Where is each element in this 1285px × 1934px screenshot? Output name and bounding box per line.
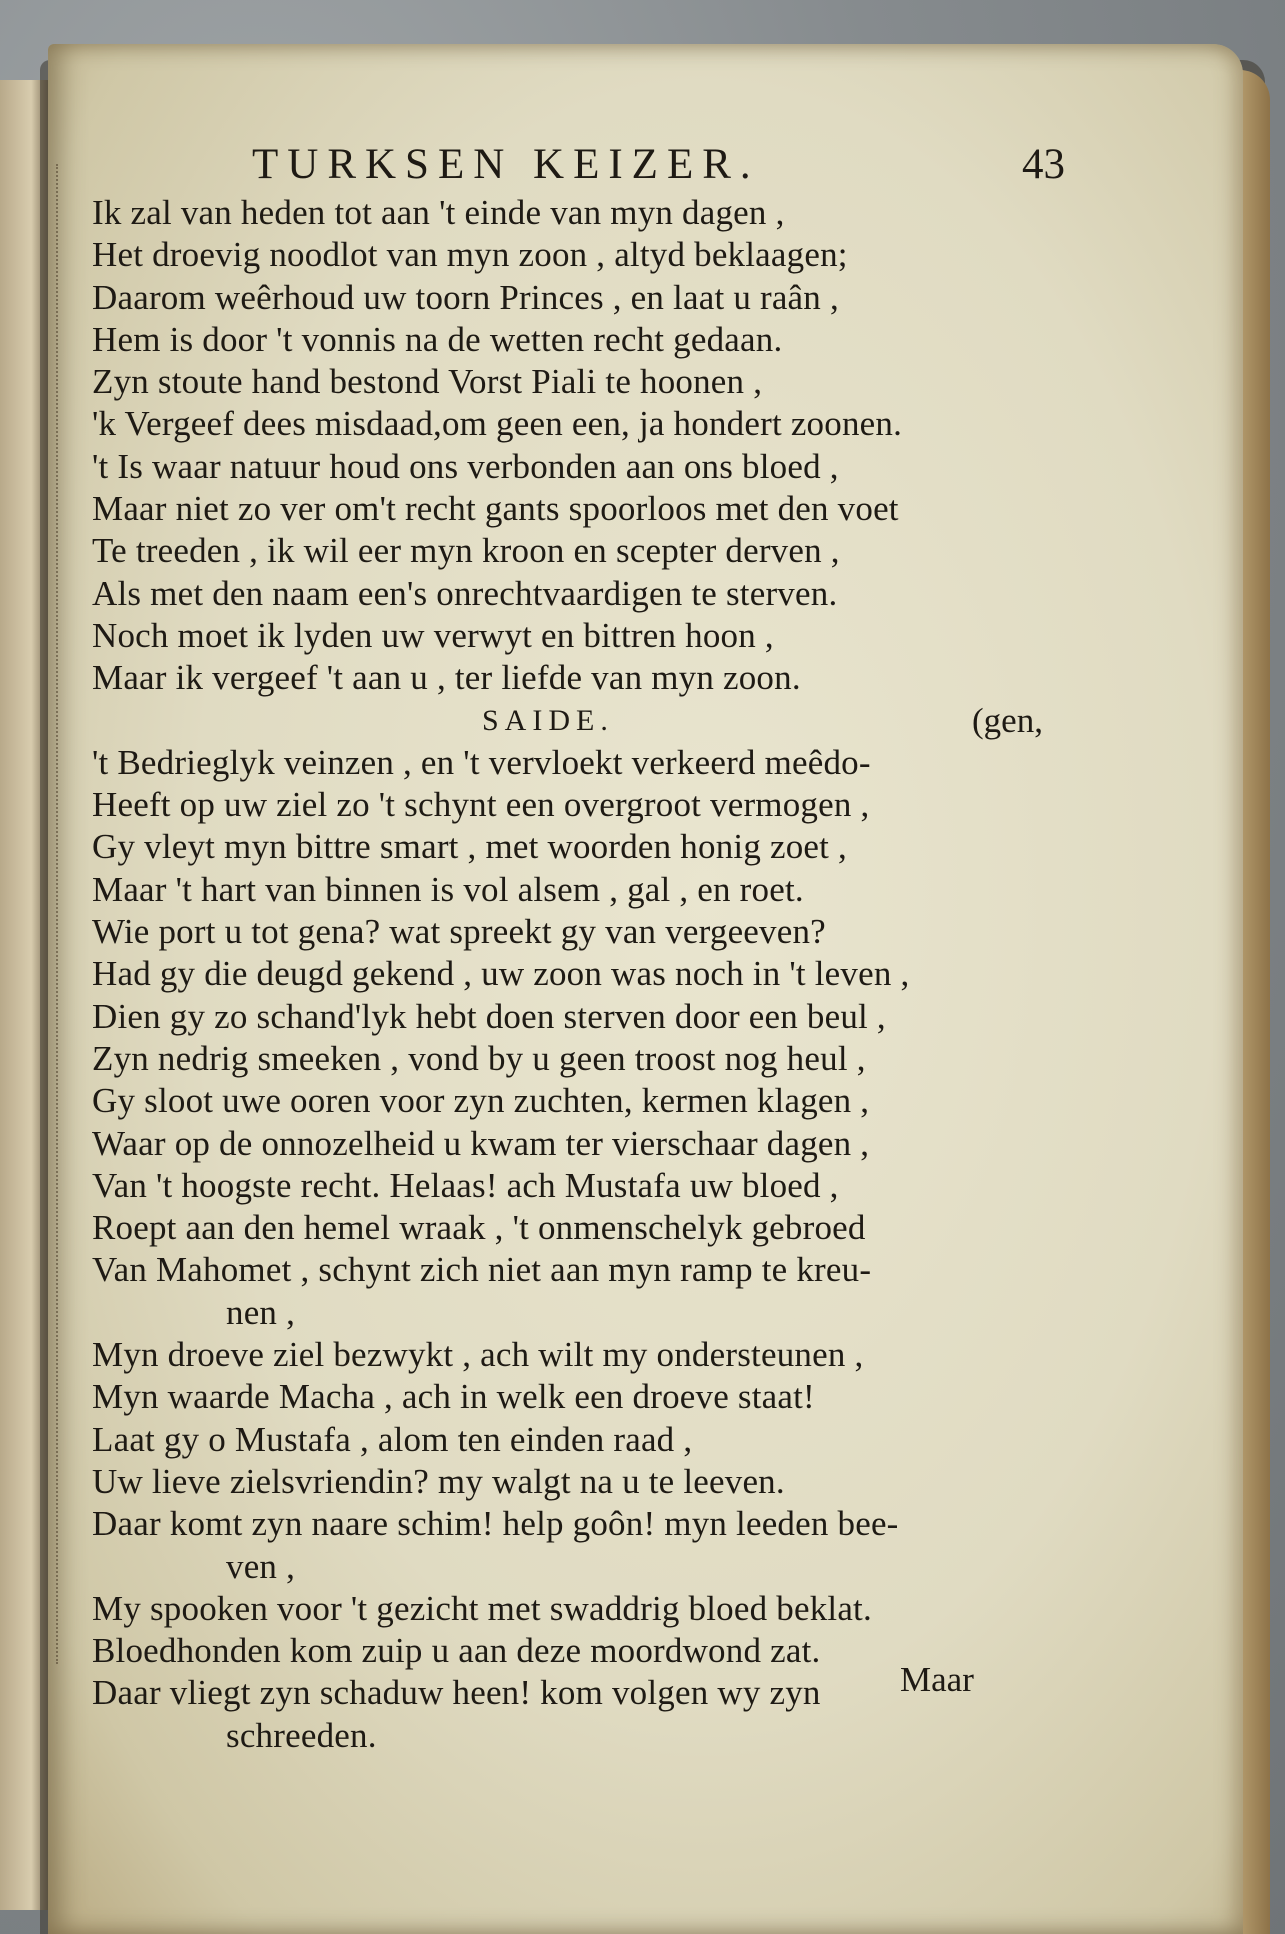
verse-line: Hem is door 't vonnis na de wetten recht gedaan. — [92, 319, 783, 359]
page-number: 43 — [1022, 141, 1065, 188]
verse-line: Ik zal van heden tot aan 't einde van myn dagen , — [92, 193, 785, 232]
verse-line: Uw lieve zielsvriendin? my walgt na u te leeven. — [92, 1461, 785, 1501]
verse-line: Gy vleyt myn bittre smart , met woorden honig zoet , — [92, 827, 847, 867]
verse-line-turnover: nen , — [226, 1292, 296, 1332]
verse-line-turnover: schreeden. — [226, 1715, 377, 1755]
verse-line: Te treeden , ik wil eer myn kroon en scepter derven , — [92, 531, 840, 571]
verse-line: My spooken voor 't gezicht met swaddrig bloed beklat. — [92, 1588, 872, 1628]
verse-line: 't Is waar natuur houd ons verbonden aan ons bloed , — [92, 446, 839, 486]
verse-line: Heeft op uw ziel zo 't schynt een overgroot vermogen , — [92, 785, 870, 825]
verse-line: Myn waarde Macha , ach in welk een droeve staat! — [92, 1377, 815, 1417]
verse-line: Laat gy o Mustafa , alom ten einden raad , — [92, 1419, 693, 1459]
verse-line: Daar vliegt zyn schaduw heen! kom volgen wy zyn — [92, 1673, 821, 1713]
verse-line-turnover: ven , — [226, 1546, 296, 1586]
verse-line: Van 't hoogste recht. Helaas! ach Mustafa uw bloed , — [92, 1165, 839, 1205]
verse-line: Maar niet zo ver om't recht gants spoorloos met den voet — [92, 489, 899, 529]
verse-block-after — [92, 742, 1102, 1757]
verse-line: Van Mahomet , schynt zich niet aan myn ramp te kreu- — [92, 1250, 872, 1290]
speaker-row — [92, 700, 1102, 742]
verse-line: 'k Vergeef dees misdaad,om geen een, ja hondert zoonen. — [92, 404, 903, 444]
speaker-name: SAIDE. — [482, 703, 614, 737]
catchword: Maar — [900, 1660, 974, 1699]
verse-line: Bloedhonden kom zuip u aan deze moordwond zat. — [92, 1631, 821, 1671]
verse-line: Zyn stoute hand bestond Vorst Piali te hoonen , — [92, 362, 763, 402]
running-title: TURKSEN KEIZER. — [252, 141, 760, 188]
verse-line: Zyn nedrig smeeken , vond by u geen troost nog heul , — [92, 1038, 866, 1078]
carried-word-fragment: (gen, — [972, 700, 1043, 740]
verse-line: Daarom weêrhoud uw toorn Princes , en laat u raân , — [92, 277, 839, 317]
verse-line: Daar komt zyn naare schim! help goôn! myn leeden bee- — [92, 1504, 899, 1544]
verse-line: Als met den naam een's onrechtvaardigen te sterven. — [92, 573, 838, 613]
verse-line: Dien gy zo schand'lyk hebt doen sterven door een beul , — [92, 996, 886, 1036]
verse-line: Waar op de onnozelheid u kwam ter vierschaar dagen , — [92, 1123, 870, 1163]
verse-line: Gy sloot uwe ooren voor zyn zuchten, kermen klagen , — [92, 1081, 870, 1121]
verse-line: Myn droeve ziel bezwykt , ach wilt my ondersteunen , — [92, 1335, 864, 1375]
verse-line: Het droevig noodlot van myn zoon , altyd beklaagen; — [92, 235, 848, 275]
verse-line: Maar 't hart van binnen is vol alsem , gal , en roet. — [92, 869, 804, 909]
gutter-stitching — [56, 164, 68, 1664]
verse-line: Roept aan den hemel wraak , 't onmenschelyk gebroed — [92, 1208, 866, 1248]
verse-line: 't Bedrieglyk veinzen , en 't vervloekt verkeerd meêdo- — [92, 742, 871, 782]
verse-line: Had gy die deugd gekend , uw zoon was noch in 't leven , — [92, 954, 910, 994]
page-text — [92, 120, 1102, 1757]
page-header — [92, 120, 1102, 192]
verse-line: Maar ik vergeef 't aan u , ter liefde van myn zoon. — [92, 658, 801, 698]
verse-line: Noch moet ik lyden uw verwyt en bittren hoon , — [92, 615, 774, 655]
verse-line: Wie port u tot gena? wat spreekt gy van vergeeven? — [92, 912, 826, 952]
verse-block-before — [92, 192, 1102, 700]
